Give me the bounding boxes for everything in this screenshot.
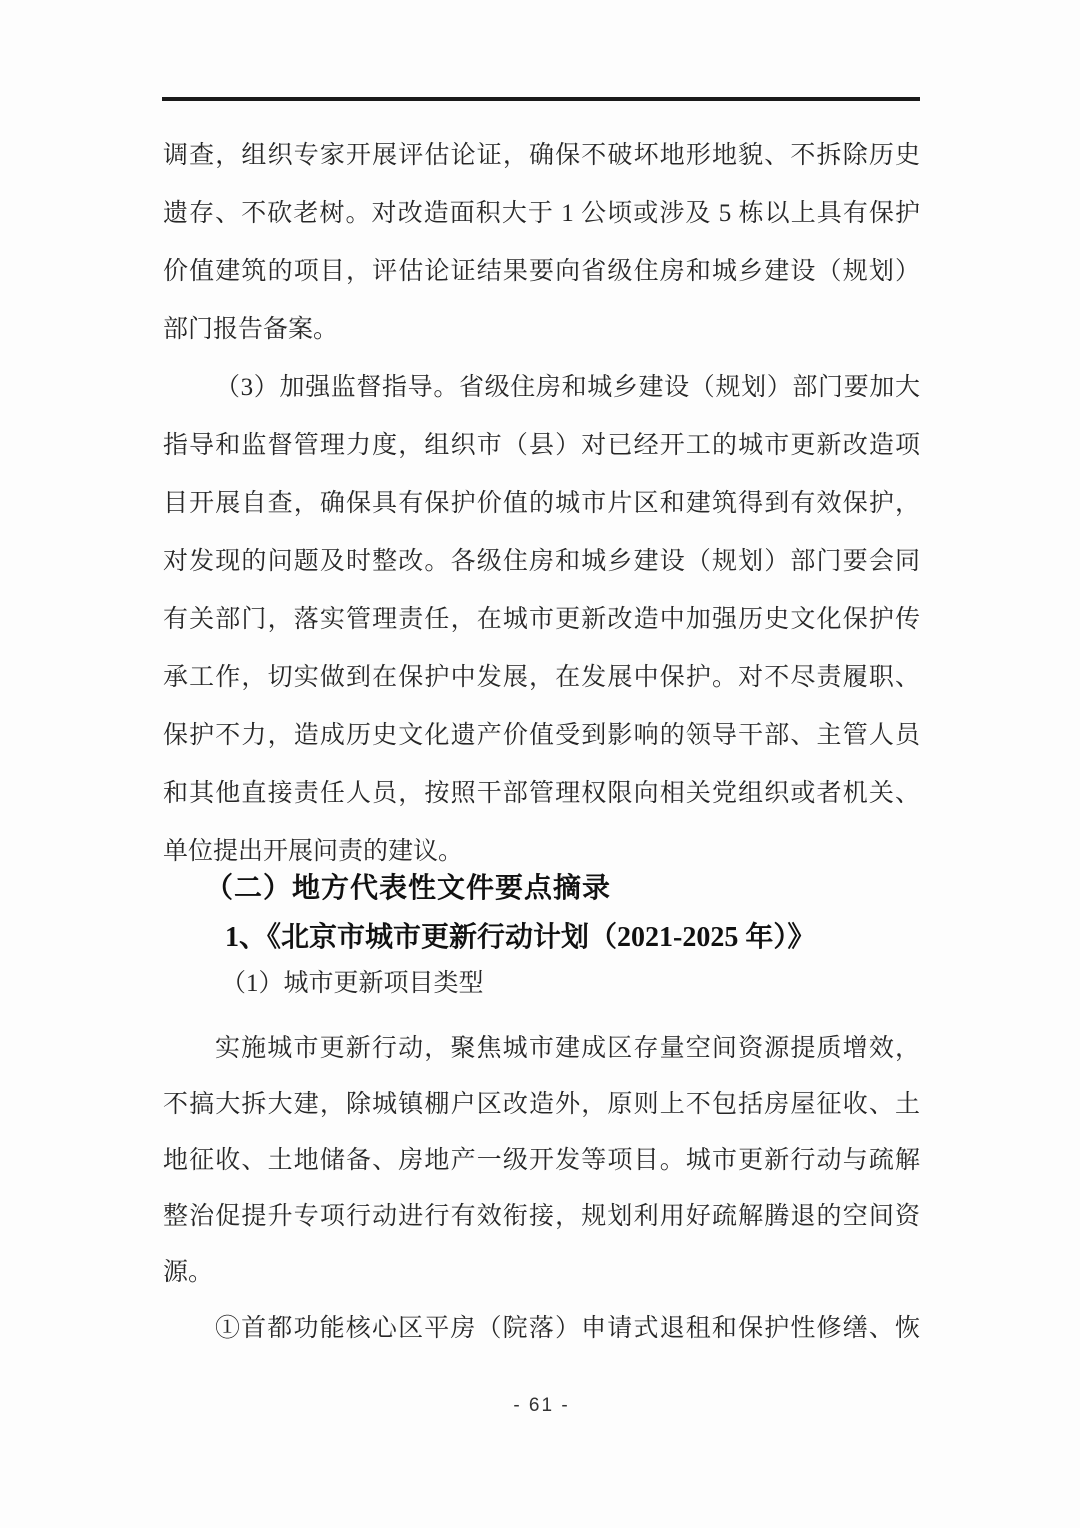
section-heading: （二）地方代表性文件要点摘录 — [205, 873, 612, 904]
page-number: - 61 - — [513, 1395, 570, 1416]
body-line: 价值建筑的项目，评估论证结果要向省级住房和城乡建设（规划） — [163, 258, 920, 285]
body-line: 源。 — [163, 1259, 214, 1286]
body-line: 有关部门，落实管理责任，在城市更新改造中加强历史文化保护传 — [163, 606, 920, 633]
body-line: 整治促提升专项行动进行有效衔接，规划利用好疏解腾退的空间资 — [163, 1203, 920, 1230]
body-line: ①首都功能核心区平房（院落）申请式退租和保护性修缮、恢 — [215, 1315, 920, 1342]
document-title-heading: 1、《北京市城市更新行动计划（2021-2025 年）》 — [225, 922, 816, 953]
body-line: 部门报告备案。 — [163, 316, 339, 343]
body-line: （3）加强监督指导。省级住房和城乡建设（规划）部门要加大 — [215, 374, 920, 401]
body-line: 不搞大拆大建，除城镇棚户区改造外，原则上不包括房屋征收、土 — [163, 1091, 920, 1118]
body-line: 地征收、土地储备、房地产一级开发等项目。城市更新行动与疏解 — [163, 1147, 920, 1174]
paragraph — [163, 1301, 920, 1357]
body-line: 指导和监督管理力度，组织市（县）对已经开工的城市更新改造项 — [163, 432, 920, 459]
body-line: 实施城市更新行动，聚焦城市建成区存量空间资源提质增效， — [215, 1035, 920, 1062]
body-line: 保护不力，造成历史文化遗产价值受到影响的领导干部、主管人员 — [163, 722, 920, 749]
paragraph — [163, 359, 920, 881]
body-line: 对发现的问题及时整改。各级住房和城乡建设（规划）部门要会同 — [163, 548, 920, 575]
numbered-item-label: （1）城市更新项目类型 — [221, 970, 484, 997]
header-divider-rule — [162, 97, 920, 101]
paragraph — [163, 1021, 920, 1301]
paragraph — [163, 127, 920, 359]
body-line: 调查，组织专家开展评估论证，确保不破坏地形地貌、不拆除历史 — [163, 142, 920, 169]
body-line: 和其他直接责任人员，按照干部管理权限向相关党组织或者机关、 — [163, 780, 920, 807]
body-line: 目开展自查，确保具有保护价值的城市片区和建筑得到有效保护， — [163, 490, 920, 517]
body-line: 单位提出开展问责的建议。 — [163, 838, 464, 865]
body-line: 承工作，切实做到在保护中发展，在发展中保护。对不尽责履职、 — [163, 664, 920, 691]
body-line: 遗存、不砍老树。对改造面积大于 1 公顷或涉及 5 栋以上具有保护 — [163, 200, 920, 227]
